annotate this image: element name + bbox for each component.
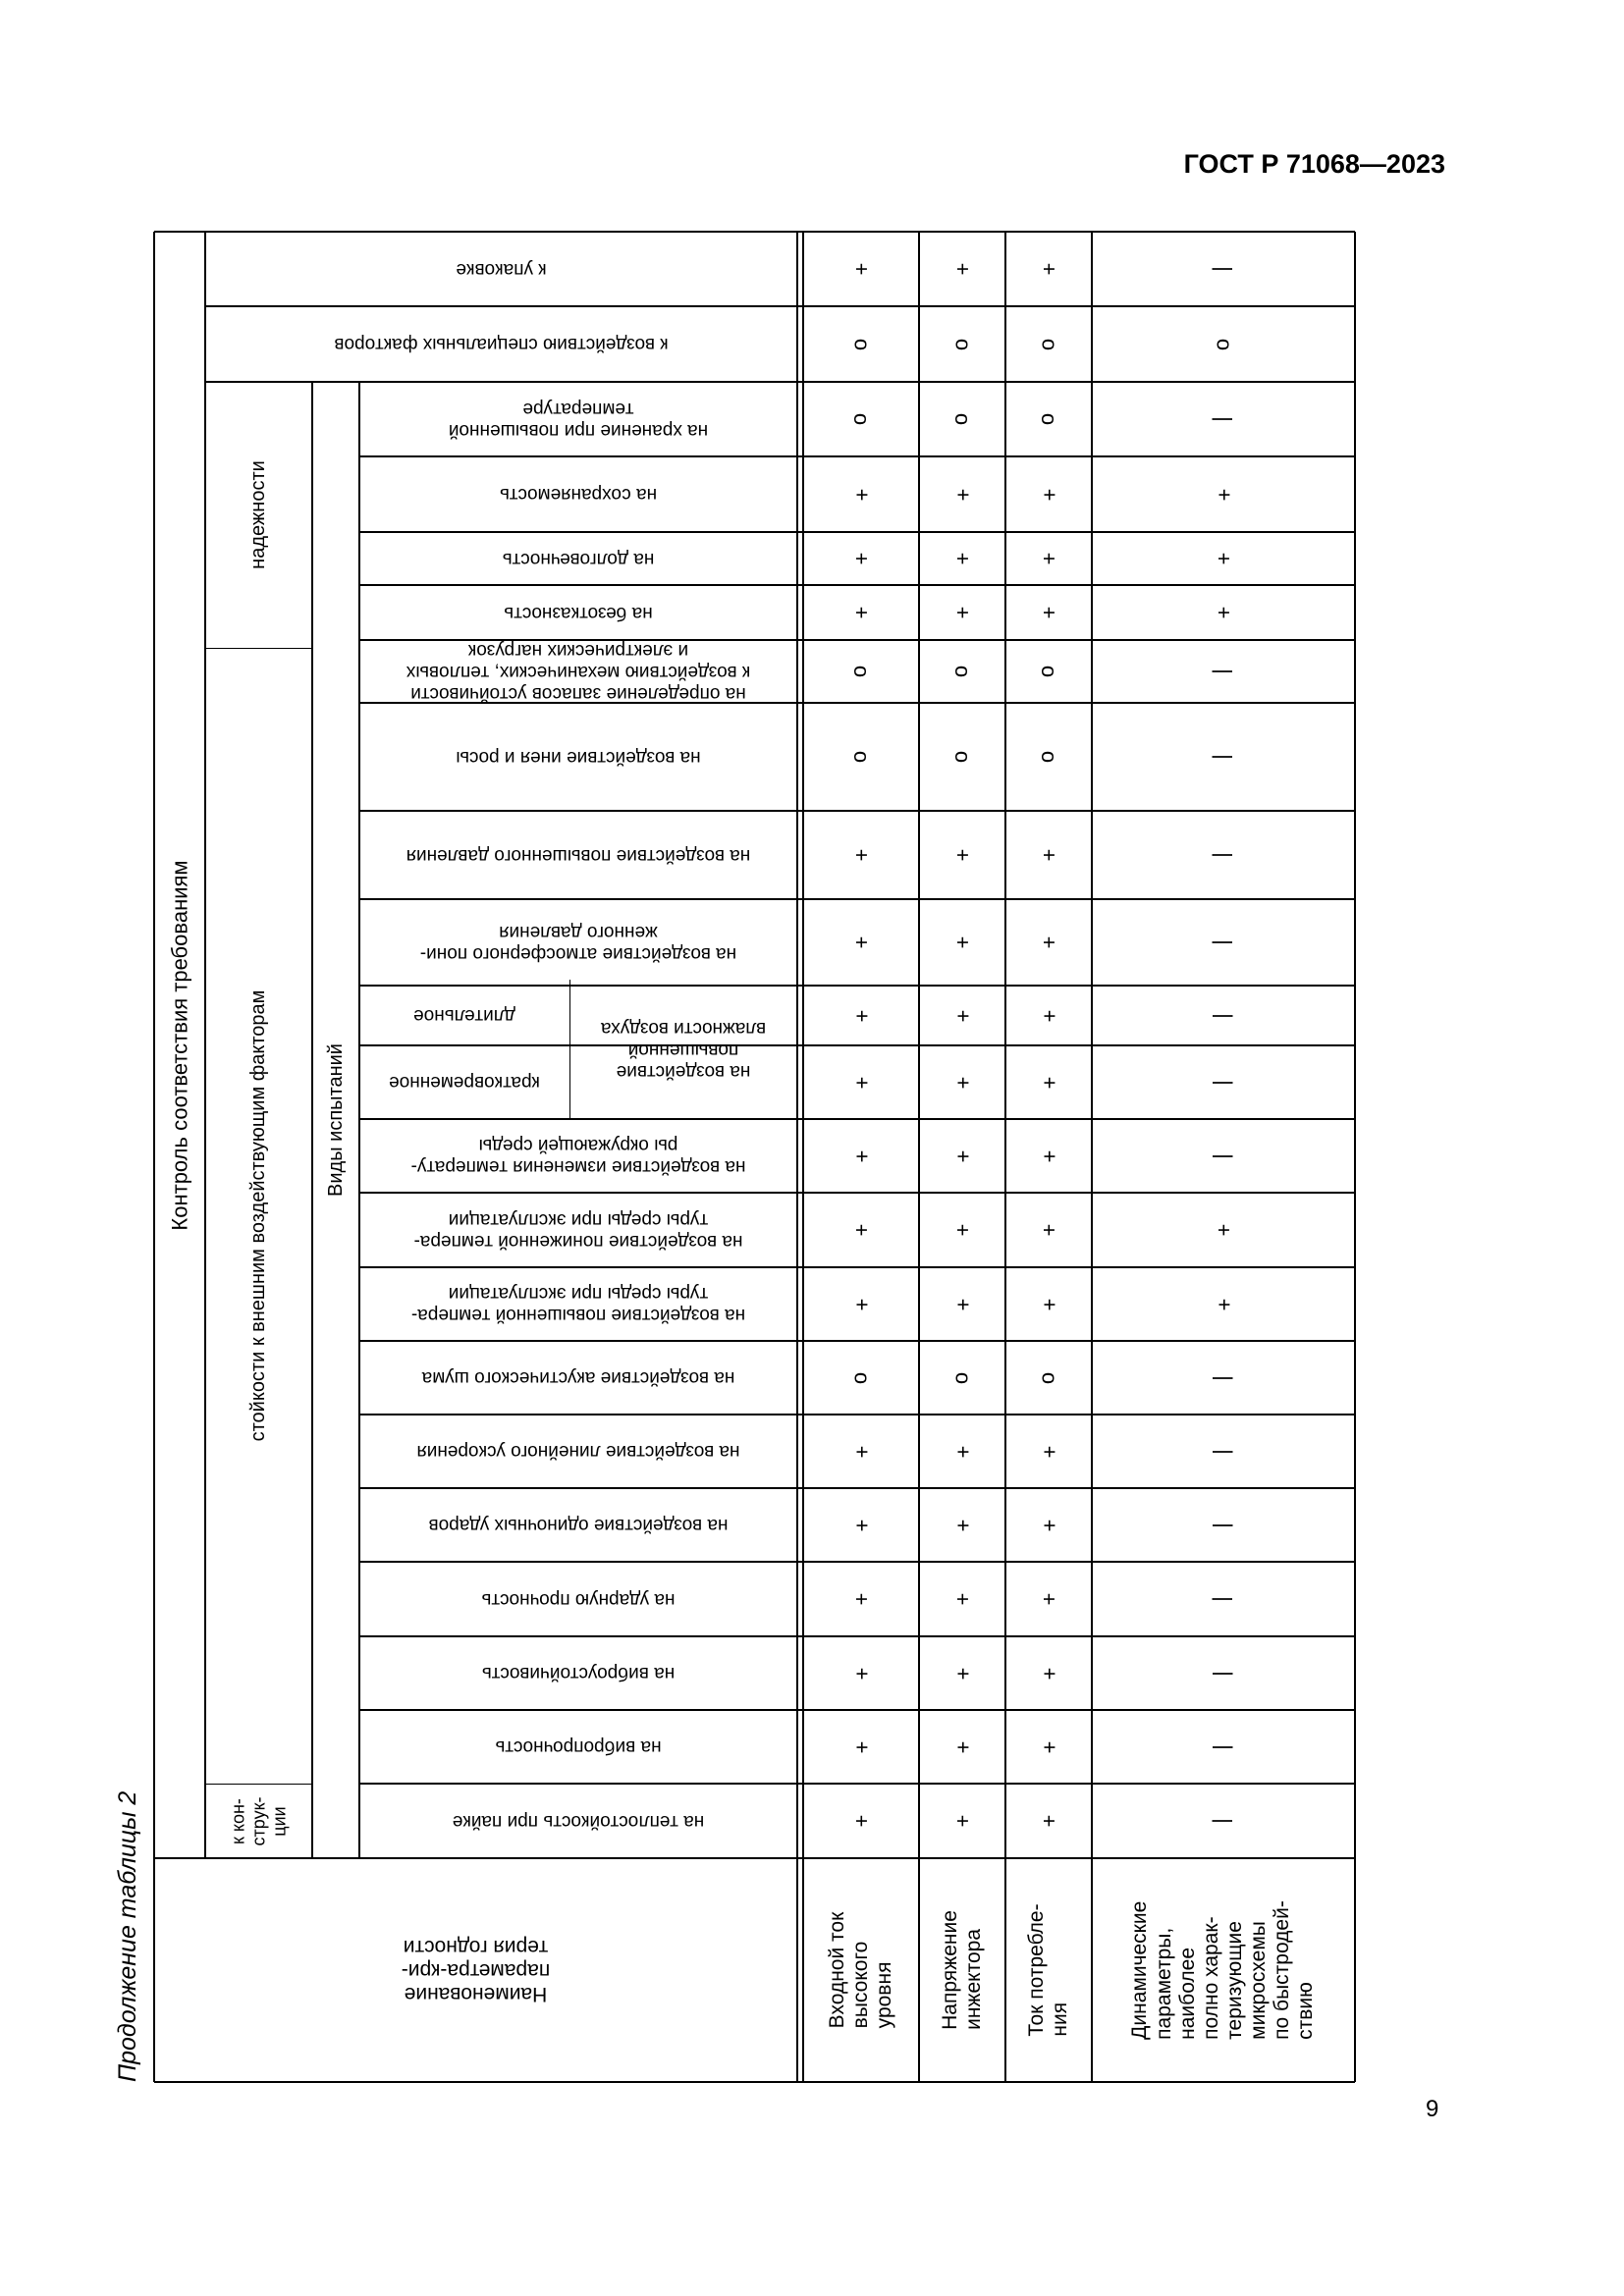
test-name: на воздействие повышенного давления [406, 844, 751, 866]
cell-value: + [1036, 848, 1061, 862]
test-name: на воздействие линейного ускорения [416, 1441, 740, 1463]
cell-value: о [1036, 750, 1061, 764]
test-name: на вибропрочность [495, 1736, 662, 1758]
cell-value: + [1036, 606, 1061, 619]
cell-value: о [1036, 338, 1061, 350]
test-name: на хранение при повышенной температуре [448, 399, 709, 441]
table-2-continued [154, 232, 1355, 2082]
group-construction: к кон- струк- ции [228, 1796, 289, 1845]
cell-value: + [848, 552, 874, 565]
cell-value: | [1211, 1374, 1236, 1381]
label-test-types: Виды испытаний [324, 1043, 347, 1197]
cell-value: о [949, 338, 975, 350]
cell-value: | [1211, 939, 1236, 945]
test-name: на сохраняемость [499, 484, 658, 506]
test-name: на воздействие изменения температу- ры окружающей среды [410, 1135, 746, 1178]
cell-value: о [949, 412, 975, 426]
cell-value: + [848, 488, 874, 501]
cell-value: о [949, 665, 975, 678]
cell-value: + [1036, 1298, 1061, 1310]
cell-value: о [1036, 665, 1061, 678]
page-number: 9 [1426, 2096, 1439, 2122]
cell-value: + [1036, 935, 1061, 949]
cell-value: + [1036, 1009, 1061, 1022]
cell-value: + [1036, 1592, 1061, 1606]
cell-value: + [848, 1592, 874, 1606]
cell-value: + [1036, 1223, 1061, 1237]
test-name: на определение запасов устойчивости к воздействию механических, тепловых и электрических нагрузок [406, 640, 751, 704]
test-name: к воздействию специальных факторов [334, 334, 669, 355]
test-name: к упаковке [456, 258, 547, 280]
cell-value: о [1036, 412, 1061, 426]
parameter-name: Динамические параметры, наиболее полно харак- теризующие микросхемы по быстродей- ствию [1128, 1900, 1318, 2040]
cell-value: + [1036, 552, 1061, 565]
cell-value: о [949, 750, 975, 764]
cell-value: | [1211, 1079, 1236, 1086]
cell-value: | [1211, 416, 1236, 422]
cell-value: + [949, 606, 975, 619]
cell-value: + [848, 1519, 874, 1531]
cell-value: + [1036, 1076, 1061, 1089]
cell-value: о [1211, 338, 1236, 350]
cell-value: + [949, 1592, 975, 1606]
test-name: на виброустойчивость [481, 1663, 676, 1684]
cell-value: + [949, 262, 975, 276]
cell-value: + [1036, 1149, 1061, 1162]
cell-value: + [949, 1009, 975, 1022]
cell-value: + [848, 606, 874, 619]
test-name: на ударную прочность [481, 1588, 676, 1610]
test-name: длительное [413, 1005, 515, 1027]
parameter-name: Входной ток высокого уровня [825, 1911, 896, 2029]
cell-value: + [949, 1223, 975, 1237]
cell-value: о [848, 1371, 874, 1384]
header-compliance: Контроль соответствия требованиям [167, 859, 192, 1231]
cell-value: + [848, 1149, 874, 1162]
test-name: на воздействие инея и росы [456, 746, 701, 768]
cell-value: + [848, 262, 874, 276]
document-header: ГОСТ Р 71068—2023 [1183, 149, 1445, 179]
parameter-name: Ток потребле- ния [1024, 1903, 1071, 2037]
cell-value: | [1211, 1522, 1236, 1528]
cell-value: | [1211, 1596, 1236, 1602]
cell-value: + [1036, 1814, 1061, 1828]
cell-value: + [1036, 488, 1061, 501]
cell-value: + [848, 1076, 874, 1089]
cell-value: | [1211, 1152, 1236, 1159]
cell-value: | [1211, 852, 1236, 858]
cell-value: | [1211, 1012, 1236, 1019]
test-name: на воздействие одиночных ударов [428, 1515, 729, 1536]
test-name: на теплостойкость при пайке [452, 1810, 705, 1832]
cell-value: о [848, 338, 874, 350]
cell-value: | [1211, 668, 1236, 674]
cell-value: + [949, 935, 975, 949]
test-name: кратковременное [389, 1072, 540, 1094]
cell-value: + [848, 935, 874, 949]
cell-value: + [848, 1009, 874, 1022]
cell-value: + [1036, 262, 1061, 276]
cell-value: + [848, 1740, 874, 1753]
cell-value: + [949, 1667, 975, 1680]
cell-value: + [949, 488, 975, 501]
test-name: на воздействие атмосферного пони- женного давления [419, 922, 737, 964]
parameter-name: Напряжение инжектора [938, 1910, 985, 2030]
cell-value: + [1036, 1519, 1061, 1531]
cell-value: + [1211, 606, 1236, 619]
cell-value: + [949, 1149, 975, 1162]
cell-value: о [1036, 1371, 1061, 1384]
label-humidity: на воздействие повышенной влажности воздуха [600, 1018, 767, 1082]
table-caption: Продолжение таблицы 2 [114, 1790, 141, 2082]
cell-value: + [1211, 1298, 1236, 1310]
cell-value: | [1211, 1448, 1236, 1455]
cell-value: + [949, 848, 975, 862]
cell-value: + [949, 552, 975, 565]
cell-value: + [1036, 1445, 1061, 1458]
cell-value: + [1036, 1667, 1061, 1680]
cell-value: + [848, 1667, 874, 1680]
cell-value: + [1211, 552, 1236, 565]
cell-value: + [1211, 488, 1236, 501]
cell-value: + [848, 1445, 874, 1458]
cell-value: о [848, 665, 874, 678]
cell-value: | [1211, 266, 1236, 272]
test-name: на безотказность [504, 602, 653, 623]
cell-value: + [949, 1076, 975, 1089]
cell-value: + [848, 1298, 874, 1310]
cell-value: + [1211, 1223, 1236, 1237]
group-external-factors: стойкости к внешним воздействующим факторам [247, 989, 269, 1442]
cell-value: + [848, 1223, 874, 1237]
cell-value: о [848, 412, 874, 426]
cell-value: + [949, 1814, 975, 1828]
cell-value: | [1211, 1818, 1236, 1824]
cell-value: | [1211, 754, 1236, 760]
test-name: на воздействие акустического шума [421, 1367, 735, 1389]
cell-value: | [1211, 1743, 1236, 1750]
cell-value: о [949, 1371, 975, 1384]
cell-value: + [949, 1519, 975, 1531]
test-name: на воздействие повышенной темпера- туры среды при эксплуатации [410, 1283, 746, 1326]
test-name: на воздействие пониженной темпера- туры среды при эксплуатации [413, 1209, 743, 1252]
cell-value: + [949, 1445, 975, 1458]
cell-value: + [949, 1298, 975, 1310]
group-reliability: надежности [247, 460, 269, 569]
cell-value: | [1211, 1670, 1236, 1677]
cell-value: + [949, 1740, 975, 1753]
cell-value: о [848, 750, 874, 764]
cell-value: + [848, 848, 874, 862]
cell-value: + [1036, 1740, 1061, 1753]
cell-value: + [848, 1814, 874, 1828]
test-name: на долговечность [502, 548, 655, 569]
corner-header: Наименование параметра-кри- терия годности [401, 1935, 551, 2006]
